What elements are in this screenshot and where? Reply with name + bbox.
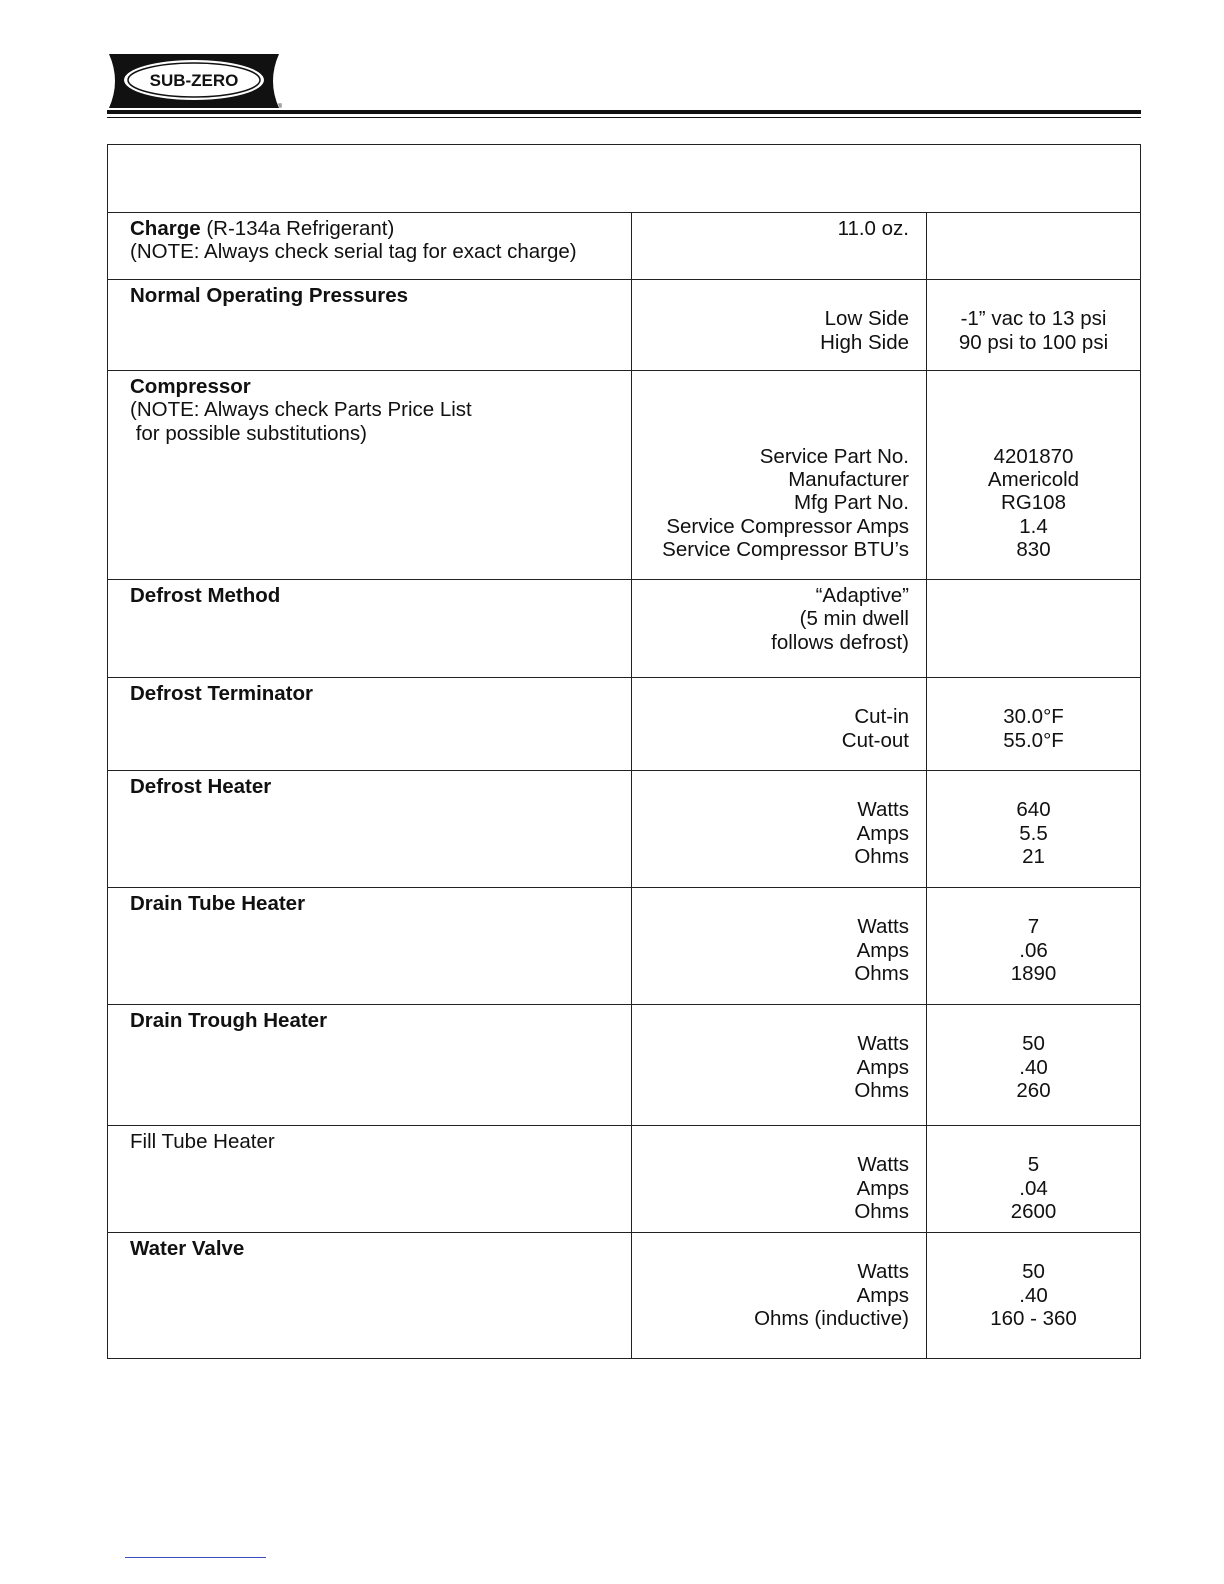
spec-label-cell	[632, 280, 927, 370]
table-rows	[108, 213, 1140, 1358]
spec-value-cell	[927, 1233, 1140, 1358]
spec-label: Watts	[857, 798, 909, 822]
spec-value: 90 psi to 100 psi	[958, 330, 1109, 354]
spec-label	[632, 892, 909, 915]
spec-label: Service Compressor Amps	[666, 514, 909, 538]
component-title: Charge	[130, 217, 201, 240]
component-title: Fill Tube Heater	[130, 1130, 275, 1153]
spec-value-cell	[927, 580, 1140, 677]
spec-value	[927, 1009, 1140, 1032]
spec-label-cell	[632, 1126, 927, 1232]
spec-value-cell	[927, 213, 1140, 279]
component-note: for possible substitutions)	[130, 421, 368, 445]
sub-zero-logo	[107, 52, 283, 110]
table-row	[108, 678, 1140, 771]
spec-label: Service Part No.	[759, 444, 909, 468]
component-title-line	[130, 682, 631, 705]
spec-label: Mfg Part No.	[793, 491, 909, 515]
component-title: Normal Operating Pressures	[130, 284, 408, 307]
spec-value: 5.5	[1019, 821, 1048, 845]
spec-label: Ohms	[854, 1199, 909, 1223]
spec-value-cell	[927, 888, 1140, 1004]
table-row	[108, 1233, 1140, 1358]
spec-label: Amps	[856, 1176, 909, 1200]
spec-value	[927, 375, 1140, 398]
spec-value: .40	[1019, 1055, 1048, 1079]
spec-value: 21	[1022, 844, 1045, 868]
component-cell	[108, 280, 632, 370]
component-note: (NOTE: Always check serial tag for exact charge)	[130, 240, 577, 264]
spec-value: RG108	[1001, 491, 1066, 515]
spec-value: 830	[1016, 538, 1051, 562]
spec-value: 50	[1022, 1032, 1045, 1056]
spec-value	[927, 682, 1140, 705]
spec-label: Ohms	[854, 1078, 909, 1102]
spec-value	[927, 422, 1140, 445]
footer-underline	[125, 1557, 266, 1558]
spec-label: Amps	[856, 821, 909, 845]
spec-label: 11.0 oz.	[837, 217, 909, 240]
component-title-line	[130, 584, 631, 607]
spec-label: Amps	[856, 938, 909, 962]
spec-value: 1.4	[1019, 514, 1048, 538]
table-row	[108, 580, 1140, 678]
spec-label: Cut-in	[854, 705, 909, 729]
spec-label-cell	[632, 1233, 927, 1358]
spec-value: .04	[1019, 1176, 1048, 1200]
spec-value	[927, 284, 1140, 307]
spec-label	[632, 398, 909, 421]
table-row	[108, 280, 1140, 371]
spec-value	[927, 584, 1140, 607]
spec-label: Watts	[857, 1153, 909, 1177]
component-title-line	[130, 375, 631, 398]
component-cell	[108, 580, 632, 677]
spec-label: Ohms (inductive)	[754, 1306, 909, 1330]
spec-value: Americold	[987, 468, 1080, 492]
spec-value: .40	[1019, 1283, 1048, 1307]
component-cell	[108, 771, 632, 887]
spec-value: 640	[1016, 798, 1051, 822]
component-note: (NOTE: Always check Parts Price List	[130, 398, 472, 422]
component-title-line	[130, 1009, 631, 1032]
header-rule-thick	[107, 110, 1141, 114]
component-title: Defrost Method	[130, 584, 281, 607]
component-title-line	[130, 1130, 631, 1153]
component-title: Defrost Terminator	[130, 682, 314, 705]
spec-value-cell	[927, 280, 1140, 370]
header-rule-thin	[107, 117, 1141, 118]
spec-value: 260	[1016, 1078, 1051, 1102]
spec-label-cell	[632, 213, 927, 279]
component-title: Defrost Heater	[130, 775, 272, 798]
spec-value-cell	[927, 1005, 1140, 1125]
spec-value	[927, 775, 1140, 798]
spec-label-cell	[632, 580, 927, 677]
spec-value: 7	[1027, 915, 1040, 939]
spec-label: Ohms	[854, 961, 909, 985]
spec-label	[632, 284, 909, 307]
table-row	[108, 1126, 1140, 1233]
component-cell	[108, 678, 632, 770]
table-row	[108, 371, 1140, 580]
spec-value-cell	[927, 1126, 1140, 1232]
spec-label-cell	[632, 371, 927, 579]
spec-value-cell	[927, 678, 1140, 770]
spec-value-cell	[927, 771, 1140, 887]
table-row	[108, 771, 1140, 888]
spec-label	[632, 1009, 909, 1032]
spec-value	[927, 217, 1140, 240]
spec-label	[632, 775, 909, 798]
table-row	[108, 213, 1140, 280]
spec-label: Service Compressor BTU’s	[662, 538, 909, 562]
spec-value: 55.0°F	[1003, 728, 1064, 752]
component-cell	[108, 1005, 632, 1125]
component-title: Compressor	[130, 375, 251, 398]
spec-value: .06	[1019, 938, 1048, 962]
component-title-line	[130, 284, 631, 307]
spec-label: High Side	[820, 330, 909, 354]
registered-mark: ®	[277, 104, 283, 110]
spec-value: -1” vac to 13 psi	[960, 307, 1107, 331]
spec-value	[927, 398, 1140, 421]
spec-value-cell	[927, 371, 1140, 579]
component-title-line	[130, 892, 631, 915]
spec-value: 30.0°F	[1003, 705, 1064, 729]
component-title: Drain Tube Heater	[130, 892, 306, 915]
spec-label: Watts	[857, 915, 909, 939]
spec-value: 4201870	[993, 444, 1074, 468]
spec-value	[927, 631, 1140, 654]
spec-label: Watts	[857, 1260, 909, 1284]
component-title-line	[130, 217, 631, 240]
component-cell	[108, 888, 632, 1004]
spec-label-cell	[632, 888, 927, 1004]
spec-label: Low Side	[824, 307, 909, 331]
spec-value	[927, 1237, 1140, 1260]
spec-label: Manufacturer	[788, 468, 909, 492]
spec-label	[632, 682, 909, 705]
spec-label: Cut-out	[841, 728, 909, 752]
table-header-cell	[108, 145, 1140, 213]
spec-value: 160 - 360	[990, 1306, 1077, 1330]
spec-label	[632, 422, 909, 445]
component-title-suffix: (R-134a Refrigerant)	[200, 217, 395, 240]
component-title-line	[130, 775, 631, 798]
spec-label: follows defrost)	[771, 630, 909, 654]
spec-label: “Adaptive”	[815, 584, 909, 607]
spec-value	[927, 1130, 1140, 1153]
spec-value	[927, 892, 1140, 915]
spec-label	[632, 1130, 909, 1153]
component-cell	[108, 213, 632, 279]
component-title: Drain Trough Heater	[130, 1009, 328, 1032]
spec-label: Ohms	[854, 844, 909, 868]
component-cell	[108, 1233, 632, 1358]
spec-label: Watts	[857, 1032, 909, 1056]
spec-value: 1890	[1010, 961, 1057, 985]
spec-value: 5	[1027, 1153, 1040, 1177]
spec-table	[107, 144, 1141, 1359]
table-row	[108, 888, 1140, 1005]
spec-label-cell	[632, 1005, 927, 1125]
spec-label: Amps	[856, 1055, 909, 1079]
spec-label-cell	[632, 771, 927, 887]
spec-value: 50	[1022, 1260, 1045, 1284]
component-title: Water Valve	[130, 1237, 245, 1260]
logo-wordmark: SUB-ZERO	[149, 71, 239, 90]
spec-label: (5 min dwell	[799, 607, 909, 631]
spec-label	[632, 375, 909, 398]
spec-label-cell	[632, 678, 927, 770]
table-row	[108, 1005, 1140, 1126]
spec-value: 2600	[1010, 1199, 1057, 1223]
component-cell	[108, 371, 632, 579]
component-cell	[108, 1126, 632, 1232]
component-title-line	[130, 1237, 631, 1260]
spec-label	[632, 1237, 909, 1260]
spec-value	[927, 607, 1140, 630]
spec-label: Amps	[856, 1283, 909, 1307]
